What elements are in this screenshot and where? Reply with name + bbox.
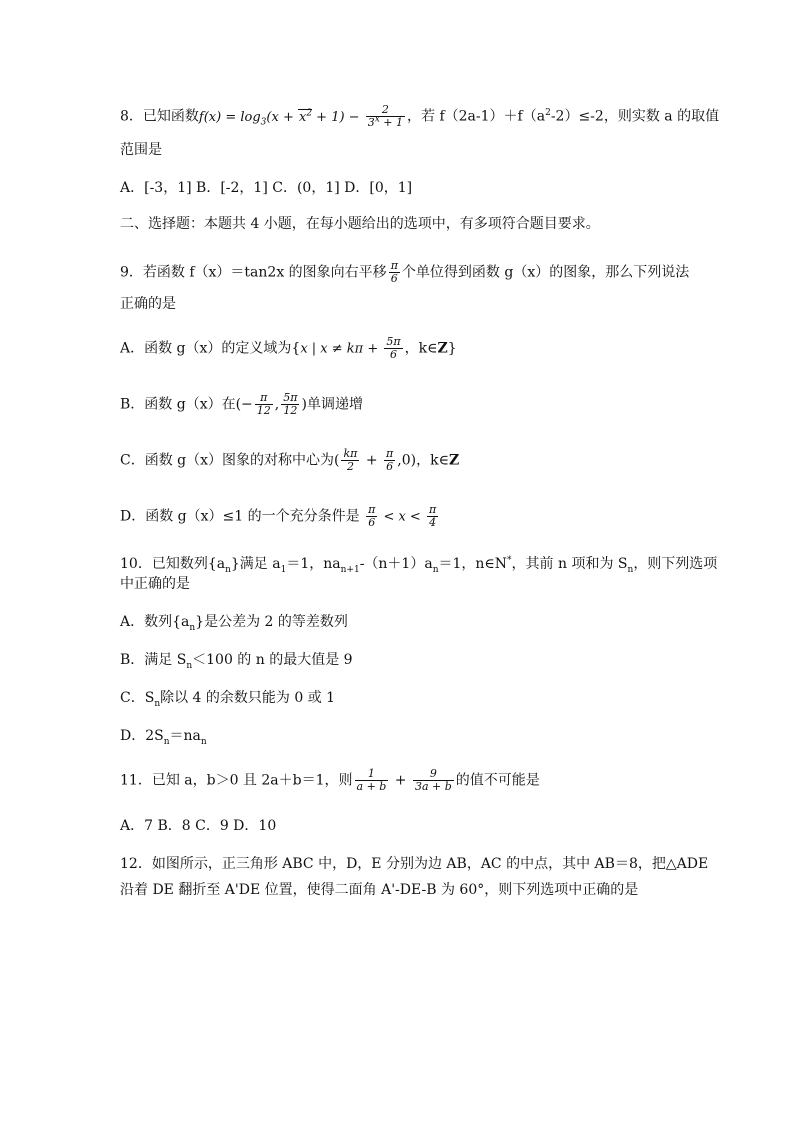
q9-option-b: B．函数 g（x）在(− $\frac{\pi}{12}$ , $\frac{5\pi}{12}$ )单调递增 bbox=[120, 391, 363, 417]
q12-line1: 12．如图所示，正三角形 ABC 中，D，E 分别为边 AB，AC 的中点，其中 AB＝8，把△ADE bbox=[120, 856, 709, 872]
q9-shift-fraction: $\frac{\pi}{6}$ bbox=[390, 259, 398, 285]
q10-option-a: A．数列$\{a_n\}$是公差为 2 的等差数列 bbox=[120, 614, 348, 633]
q10-line2: 中正确的是 bbox=[120, 576, 190, 592]
q11-options: A．7 B．8 C．9 D．10 bbox=[120, 818, 277, 834]
section-header: 二、选择题：本题共 4 小题，在每小题给出的选项中，有多项符合题目要求。 bbox=[120, 216, 600, 232]
q10-option-c: C．$S_n$除以 4 的余数只能为 0 或 1 bbox=[120, 690, 336, 709]
q8-line1: 8．已知函数$f(x) = \log_3(x + x^2 + 1)$ − $\frac{2}{3^x + 1}$ ，若 $f(2a-1)+f(a^2-2)\le-2$，则实数 a 的取值 bbox=[120, 103, 720, 129]
q11-line1: 11．已知 a，b＞0 且 2a＋b＝1，则 $\frac{1}{a + b}$ + $\frac{9}{3a + b}$ 的值不可能是 bbox=[120, 767, 540, 793]
q8-line2: 范围是 bbox=[120, 142, 162, 158]
q8-options: A．[-3，1] B．[-2，1] C．(0，1] D．[0，1] bbox=[120, 180, 413, 196]
q9-option-c: C．函数 g（x）图象的对称中心为( $\frac{k\pi}{2}$ + $\frac{\pi}{6}$ ,0)，k∈Z bbox=[120, 447, 460, 473]
q12-line2: 沿着 DE 翻折至 A'DE 位置，使得二面角 A'-DE-B 为 60°，则下列选项中正确的是 bbox=[120, 882, 639, 898]
q8-func: $f(x) = \log_3(x + x^2 + 1)$ − bbox=[198, 108, 364, 128]
q9-option-d: D．函数 g（x）≤1 的一个充分条件是 $\frac{\pi}{6}$ < x < $\frac{\pi}{4}$ bbox=[120, 503, 437, 529]
q10-option-d: D．$2S_n=na_n$ bbox=[120, 728, 207, 747]
q10-option-b: B．满足 $S_n<100$ 的 n 的最大值是 9 bbox=[120, 652, 353, 671]
q9-option-a: A．函数 g（x）的定义域为{x | x ≠ kπ + $\frac{5\pi}{6}$ ，k∈Z} bbox=[120, 335, 457, 361]
q9-line2: 正确的是 bbox=[120, 296, 176, 312]
q9-line1: 9．若函数 f（x）＝tan2x 的图象向右平移 $\frac{\pi}{6}$ 个单位得到函数 g（x）的图象，那么下列说法 bbox=[120, 259, 690, 285]
q10-line1: 10．已知数列$\{a_n\}$满足 $a_1=1$，$na_{n+1}-(n+1)a_n=1$，n∈N*，其前 n 项和为 $S_n$，则下列选项 bbox=[120, 555, 718, 575]
q8-fraction: $\frac{2}{3^x + 1}$ bbox=[367, 103, 404, 129]
